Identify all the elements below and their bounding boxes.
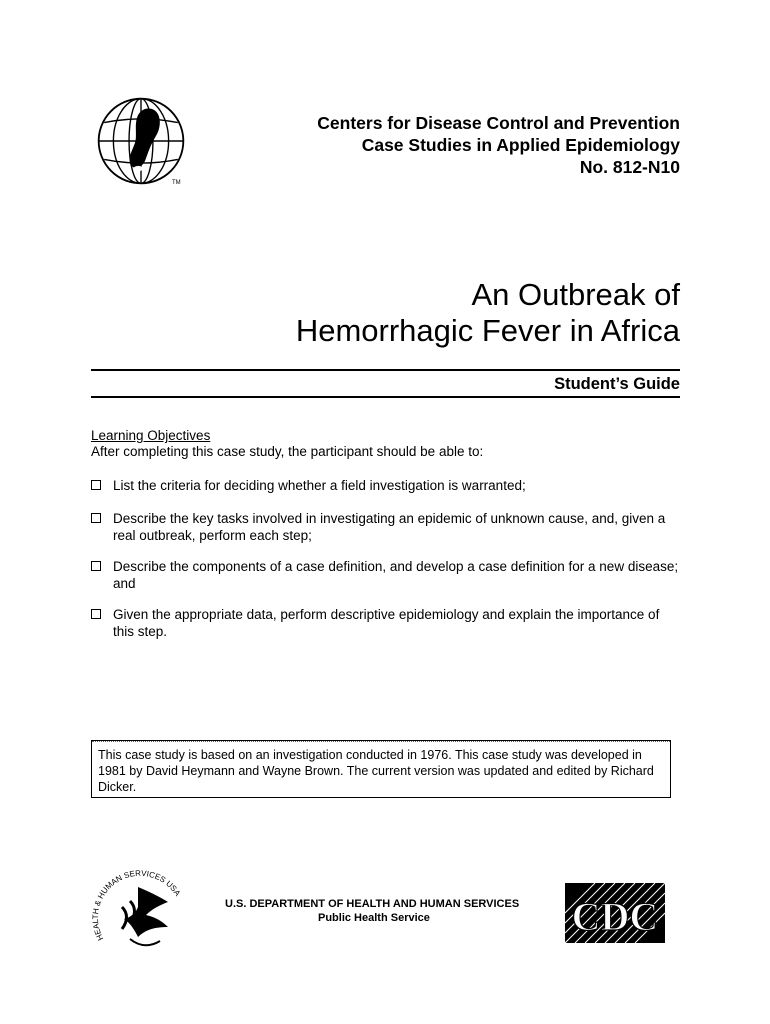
objective-text: Describe the components of a case definition, and develop a case definition for a new disease; and (113, 559, 679, 591)
divider-top (91, 369, 680, 371)
learning-objectives-intro: After completing this case study, the participant should be able to: (91, 444, 484, 459)
guide-label: Student’s Guide (554, 375, 680, 393)
case-study-note-box (91, 740, 671, 798)
cdc-logo (565, 883, 669, 945)
series-name: Case Studies in Applied Epidemiology (361, 135, 680, 155)
cdc-logo-text: CDC (571, 894, 659, 939)
objective-item (91, 558, 691, 592)
checkbox-icon (91, 480, 101, 490)
objective-text: Given the appropriate data, perform descriptive epidemiology and explain the importance of this step. (113, 607, 660, 639)
case-study-note: This case study is based on an investigation conducted in 1976. This case study was developed in 1981 by David Heymann and Wayne Brown. The current version was updated and edited by Richard Dicker. (98, 748, 654, 794)
hhs-eagle-seal-icon (90, 857, 190, 967)
objective-item (91, 510, 691, 544)
checkbox-icon (91, 609, 101, 619)
page-title-line-1: An Outbreak of (471, 277, 680, 312)
objective-text: List the criteria for deciding whether a field investigation is warranted; (113, 478, 526, 493)
checkbox-icon (91, 513, 101, 523)
divider-bottom (91, 396, 680, 398)
public-health-service: Public Health Service (318, 912, 430, 924)
learning-objectives-heading: Learning Objectives (91, 428, 211, 443)
objective-text: Describe the key tasks involved in investigating an epidemic of unknown cause, and, given a real outbreak, perform each step; (113, 511, 666, 543)
seal-text: HEALTH & HUMAN SERVICES USA (90, 868, 183, 942)
case-study-number: No. 812-N10 (579, 157, 680, 177)
department-name: U.S. DEPARTMENT OF HEALTH AND HUMAN SERVICES (225, 898, 520, 910)
globe-footprint-icon (95, 95, 187, 187)
objective-item (91, 606, 691, 640)
checkbox-icon (91, 561, 101, 571)
trademark-mark: TM (172, 180, 181, 186)
objective-item (91, 477, 691, 494)
page-title-line-2: Hemorrhagic Fever in Africa (295, 313, 680, 348)
organization-name: Centers for Disease Control and Prevention (317, 113, 680, 133)
